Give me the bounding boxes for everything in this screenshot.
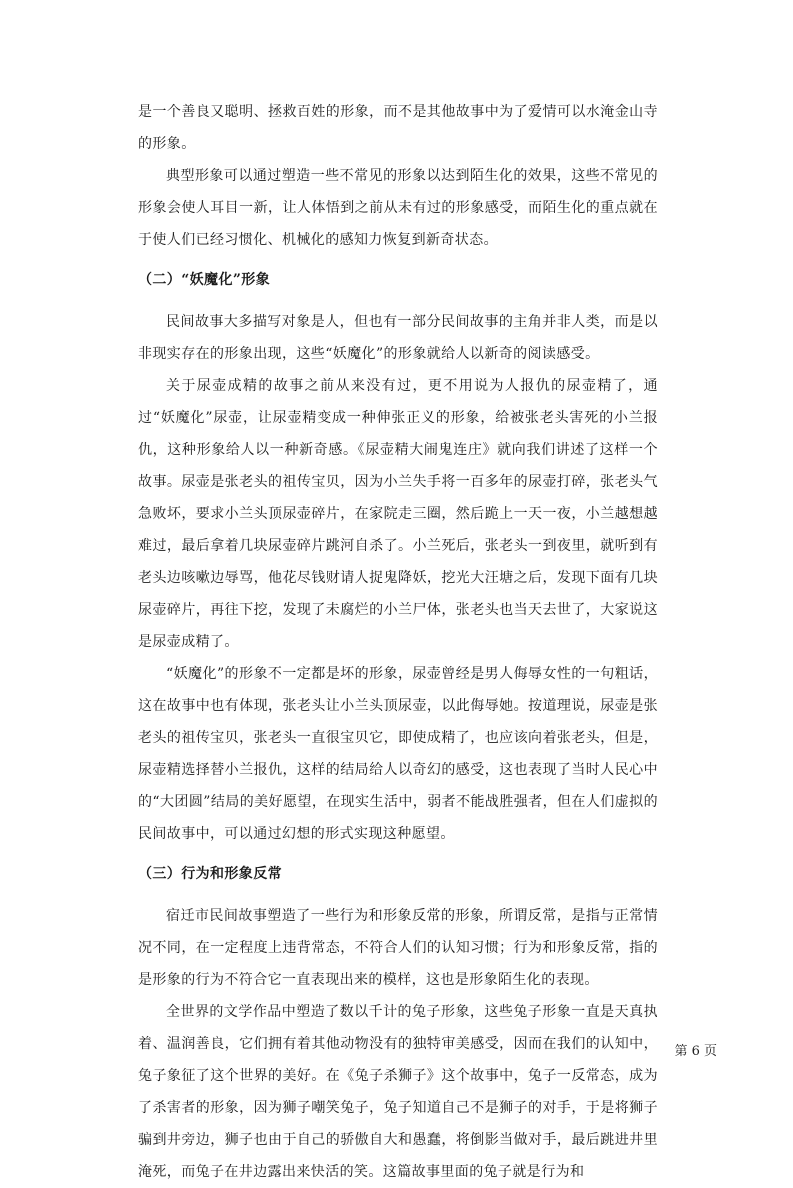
page-number: 第 6 页 <box>674 1044 717 1059</box>
section-heading-abnormal-behavior: （三）行为和形象反常 <box>138 866 282 882</box>
page-body <box>138 96 658 1188</box>
paragraph-demonized-analysis: “妖魔化”的形象不一定都是坏的形象，尿壶曾经是男人侮辱女性的一句粗话，这在故事中也有体现，张老头让小兰头顶尿壶，以此侮辱她。按道理说，尿壶是张老头的祖传宝贝，张老头一直很宝贝它，即使成精了，也应该向着张老头，但是，尿壶精选择替小兰报仇，这样的结局给人以奇幻的感受，这也表现了当时人民心中的“大团圆”结局的美好愿望，在现实生活中，弱者不能战胜强者，但在人们虚拟的民间故事中，可以通过幻想的形式实现这种愿望。 <box>138 666 658 842</box>
paragraph-demonized-intro: 民间故事大多描写对象是人，但也有一部分民间故事的主角并非人类，而是以非现实存在的形象出现，这些“妖魔化”的形象就给人以新奇的阅读感受。 <box>138 314 658 362</box>
paragraph-continuation: 是一个善良又聪明、拯救百姓的形象，而不是其他故事中为了爱情可以水淹金山寺的形象。 <box>138 104 658 152</box>
paragraph-rabbit-story: 全世界的文学作品中塑造了数以千计的兔子形象，这些兔子形象一直是天真执着、温润善良，它们拥有着其他动物没有的独特审美感受，因而在我们的认知中，兔子象征了这个世界的美好。在《兔子杀狮子》这个故事中，兔子一反常态，成为了杀害者的形象，因为狮子嘲笑兔子，兔子知道自己不是狮子的对手，于是将狮子骗到井旁边，狮子也由于自己的骄傲自大和愚蠢，将倒影当做对手，最后跳进井里淹死，而兔子在井边露出来快活的笑。这篇故事里面的兔子就是行为和 <box>138 1004 658 1180</box>
paragraph-typical-image: 典型形象可以通过塑造一些不常见的形象以达到陌生化的效果，这些不常见的形象会使人耳目一新，让人体悟到之前从未有过的形象感受，而陌生化的重点就在于使人们已经习惯化、机械化的感知力恢复到新奇状态。 <box>138 168 658 248</box>
paragraph-urinal-spirit-story: 关于尿壶成精的故事之前从来没有过，更不用说为人报仇的尿壶精了，通过“妖魔化”尿壶，让尿壶精变成一种伸张正义的形象，给被张老头害死的小兰报仇，这种形象给人以一种新奇感。《尿壶精大闹鬼连庄》就向我们讲述了这样一个故事。尿壶是张老头的祖传宝贝，因为小兰失手将一百多年的尿壶打碎，张老头气急败坏，要求小兰头顶尿壶碎片，在家院走三圈，然后跪上一天一夜，小兰越想越难过，最后拿着几块尿壶碎片跳河自杀了。小兰死后，张老头一到夜里，就听到有老头边咳嗽边辱骂，他花尽钱财请人捉鬼降妖，挖光大汪塘之后，发现下面有几块尿壶碎片，再往下挖，发现了未腐烂的小兰尸体，张老头也当天去世了，大家说这是尿壶成精了。 <box>138 378 658 650</box>
section-heading-demonized: （二）“妖魔化”形象 <box>138 272 271 288</box>
paragraph-abnormal-intro: 宿迁市民间故事塑造了一些行为和形象反常的形象，所谓反常，是指与正常情况不同，在一定程度上违背常态，不符合人们的认知习惯；行为和形象反常，指的是形象的行为不符合它一直表现出来的模样，这也是形象陌生化的表现。 <box>138 908 658 988</box>
